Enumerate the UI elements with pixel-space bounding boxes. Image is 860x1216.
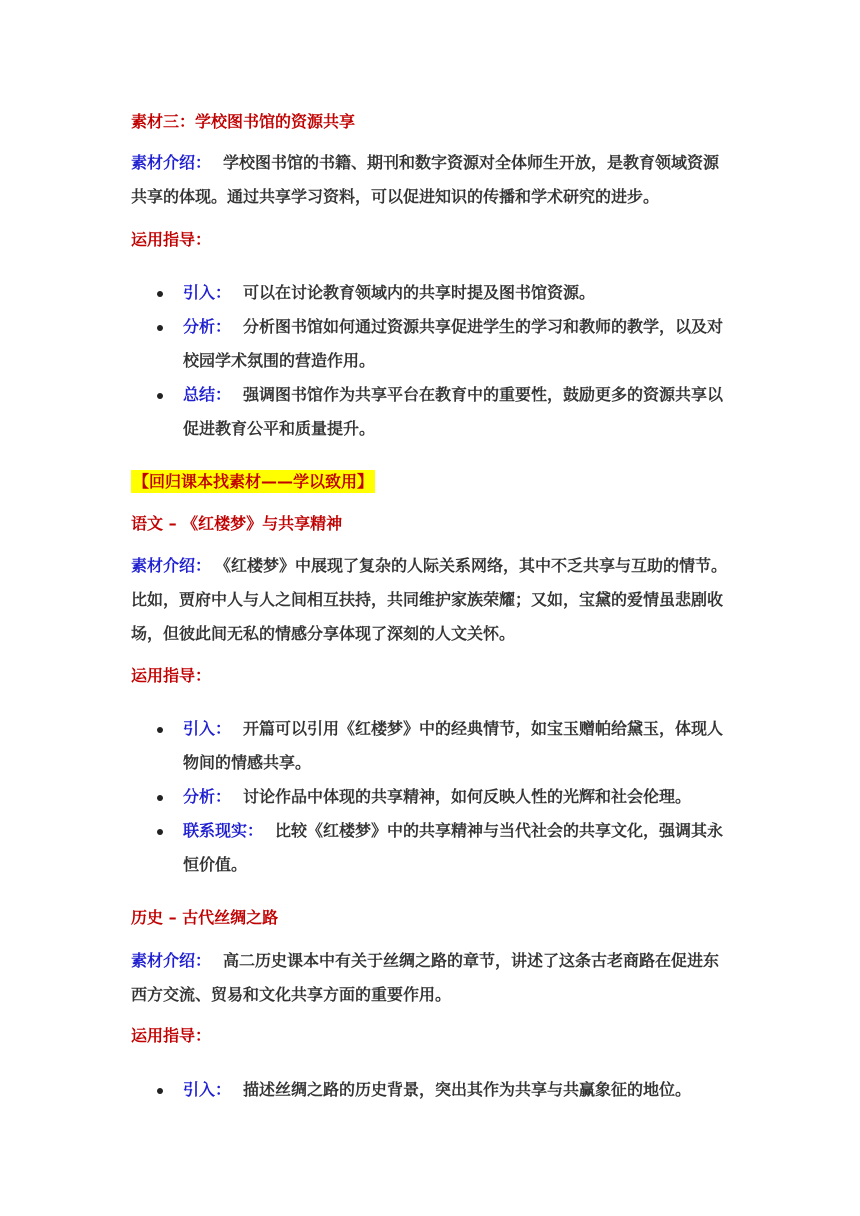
section-title: 素材三：学校图书馆的资源共享	[131, 112, 356, 131]
guide-label: 运用指导：	[131, 1026, 212, 1045]
bullet-list	[131, 276, 731, 446]
intro-paragraph	[131, 549, 731, 651]
bullet-text: 讨论作品中体现的共享精神，如何反映人性的光辉和社会伦理。	[243, 787, 692, 806]
list-item	[131, 814, 731, 882]
bullet-list	[131, 712, 731, 882]
intro-paragraph	[131, 944, 731, 1012]
list-item	[131, 276, 731, 310]
bullet-list	[131, 1073, 731, 1107]
guide-label: 运用指导：	[131, 230, 212, 249]
intro-label: 素材介绍：	[131, 556, 212, 575]
bullet-label: 分析：	[183, 787, 232, 806]
bullet-text: 开篇可以引用《红楼梦》中的经典情节，如宝玉赠帕给黛玉，体现人物间的情感共享。	[183, 719, 724, 772]
bullet-label: 引入：	[183, 719, 232, 738]
list-item	[131, 310, 731, 378]
guide-label: 运用指导：	[131, 666, 212, 685]
highlight-banner: 【回归课本找素材——学以致用】	[133, 472, 374, 491]
bullet-text: 可以在讨论教育领域内的共享时提及图书馆资源。	[243, 283, 596, 302]
intro-text: 高二历史课本中有关于丝绸之路的章节，讲述了这条古老商路在促进东西方交流、贸易和文化共享方面的重要作用。	[131, 951, 720, 1004]
list-item	[131, 1073, 731, 1107]
intro-label: 素材介绍：	[131, 951, 212, 970]
bullet-text: 描述丝绸之路的历史背景，突出其作为共享与共赢象征的地位。	[243, 1080, 692, 1099]
intro-paragraph	[131, 146, 731, 214]
bullet-text: 强调图书馆作为共享平台在教育中的重要性，鼓励更多的资源共享以促进教育公平和质量提升。	[183, 385, 724, 438]
bullet-label: 联系现实：	[183, 821, 264, 840]
intro-text: 学校图书馆的书籍、期刊和数字资源对全体师生开放，是教育领域资源共享的体现。通过共享学习资料，可以促进知识的传播和学术研究的进步。	[131, 153, 720, 206]
list-item	[131, 712, 731, 780]
bullet-text: 分析图书馆如何通过资源共享促进学生的学习和教师的教学，以及对校园学术氛围的营造作用。	[183, 317, 724, 370]
section-title: 历史 – 古代丝绸之路	[131, 908, 279, 927]
bullet-label: 分析：	[183, 317, 232, 336]
bullet-text: 比较《红楼梦》中的共享精神与当代社会的共享文化，强调其永恒价值。	[183, 821, 724, 874]
section-title: 语文 – 《红楼梦》与共享精神	[131, 514, 343, 533]
intro-label: 素材介绍：	[131, 153, 212, 172]
bullet-label: 引入：	[183, 283, 232, 302]
list-item	[131, 780, 731, 814]
bullet-label: 总结：	[183, 385, 232, 404]
list-item	[131, 378, 731, 446]
intro-text: 《红楼梦》中展现了复杂的人际关系网络，其中不乏共享与互助的情节。比如，贾府中人与人之间相互扶持，共同维护家族荣耀；又如，宝黛的爱情虽悲剧收场，但彼此间无私的情感分享体现了深刻的人文关怀。	[131, 556, 728, 643]
bullet-label: 引入：	[183, 1080, 232, 1099]
banner-container	[131, 468, 731, 496]
